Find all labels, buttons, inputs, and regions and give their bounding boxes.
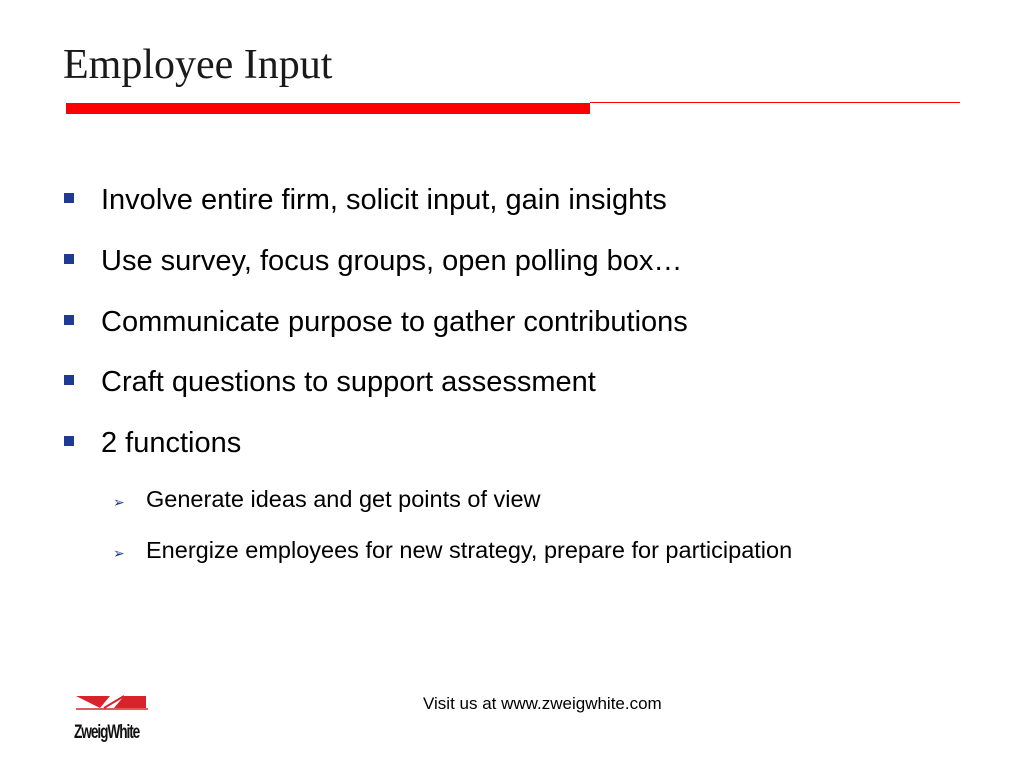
square-bullet-icon — [64, 315, 74, 325]
footer-website-link[interactable]: Visit us at www.zweigwhite.com — [423, 694, 662, 713]
square-bullet-icon — [64, 375, 74, 385]
square-bullet-icon — [64, 193, 74, 203]
sub-bullet-text: Energize employees for new strategy, prepare for participation — [146, 537, 793, 563]
square-bullet-icon — [64, 254, 74, 264]
square-bullet-icon — [64, 436, 74, 446]
slide-title: Employee Input — [63, 42, 333, 88]
arrow-bullet-icon: ➢ — [113, 494, 125, 510]
bullet-text: Communicate purpose to gather contributions — [101, 306, 688, 338]
bullet-text: Involve entire firm, solicit input, gain insights — [101, 184, 667, 216]
bullet-text: 2 functions — [101, 427, 242, 459]
title-rule-thin — [590, 102, 960, 103]
arrow-bullet-icon: ➢ — [113, 545, 125, 561]
bullet-text: Craft questions to support assessment — [101, 366, 596, 398]
logo-wordmark: ZweigWhite — [74, 722, 140, 743]
bullet-text: Use survey, focus groups, open polling box… — [101, 245, 683, 277]
sub-bullet-text: Generate ideas and get points of view — [146, 486, 541, 512]
title-rule-thick — [66, 103, 590, 114]
